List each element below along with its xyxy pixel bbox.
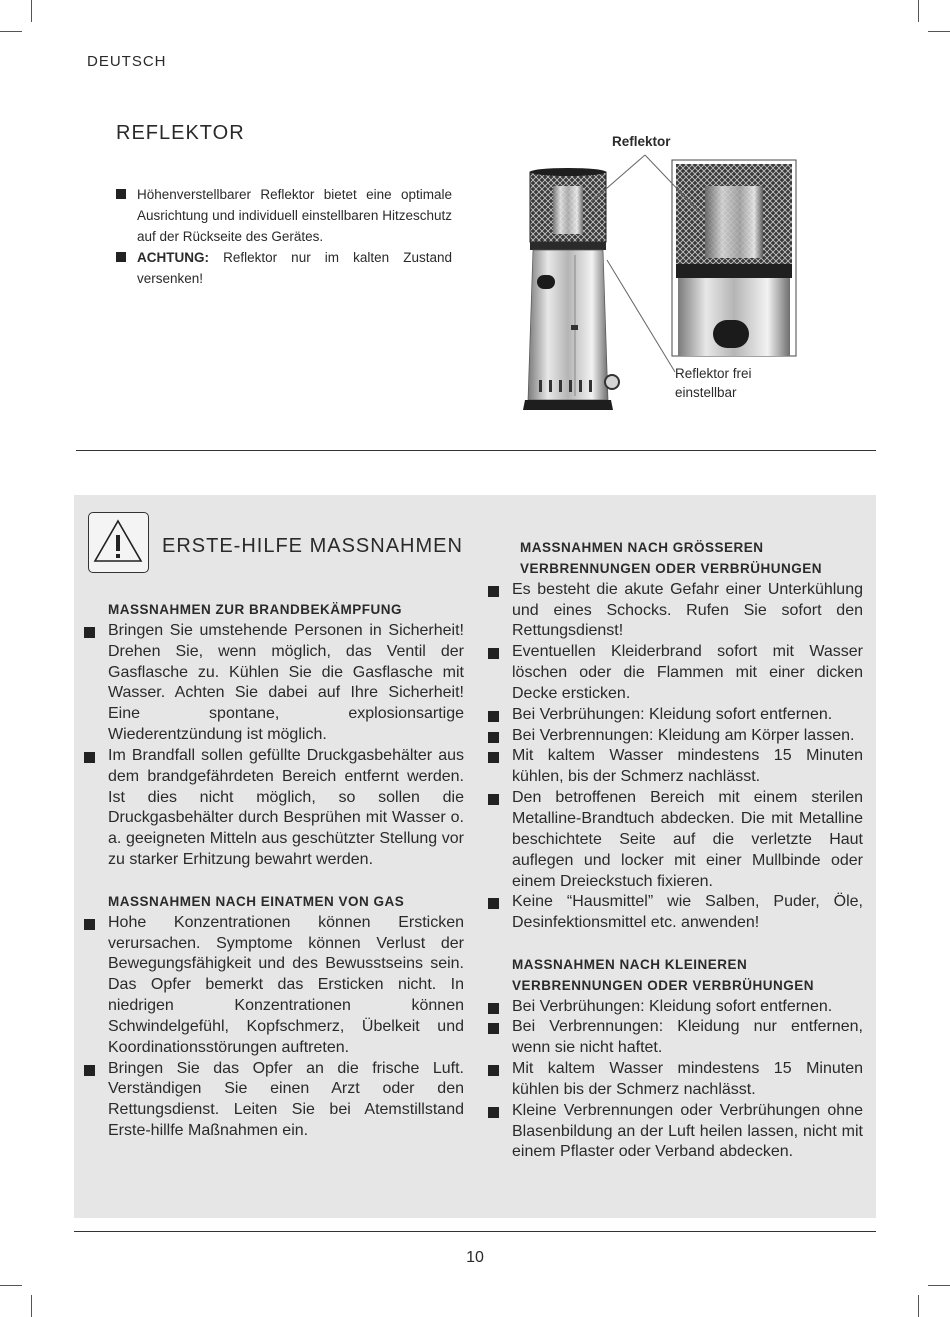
- list-item: Bei Verbrühungen: Kleidung sofort entfernen.: [488, 997, 863, 1018]
- reflektor-bullet-list: [116, 184, 452, 289]
- crop-mark: [928, 31, 950, 32]
- crop-mark: [918, 0, 919, 22]
- list-item: Keine “Hausmittel” wie Salben, Puder, Öle, Desinfektionsmittel etc. anwenden!: [488, 892, 863, 934]
- list-item: Hohe Konzentrationen können Ersticken verursachen. Symptome können Verlust der Bewegungsfähigkeit und des Bewusstseins sein. Das Opfer bemerkt das Ersticken nicht. In niedrigen Konzentrationen können Schwindelgefühl, Kopfschmerz, Übelkeit und Koordinationsstörungen auftreten.: [84, 913, 464, 1059]
- section-divider: [76, 450, 876, 451]
- gas-inhalation-heading: MASSNAHMEN NACH EINATMEN VON GAS: [108, 893, 405, 909]
- minor-burns-heading: [488, 955, 863, 997]
- heading-line: MASSNAHMEN NACH KLEINEREN: [512, 956, 748, 972]
- list-item: Eventuellen Kleiderbrand sofort mit Wasser löschen oder die Flammen mit einer dicken Decke ersticken.: [488, 642, 863, 705]
- crop-mark: [0, 1285, 22, 1286]
- heading-line: MASSNAHMEN NACH GRÖSSEREN: [520, 540, 764, 555]
- warning-label: ACHTUNG:: [137, 250, 209, 265]
- list-item: Kleine Verbrennungen oder Verbrühungen ohne Blasenbildung an der Luft heilen lassen, nicht mit einem Pflaster oder Verband abdecken.: [488, 1101, 863, 1164]
- reflektor-bullet-text: Höhenverstellbarer Reflektor bietet eine optimale Ausrichtung und individuell einstellbaren Hitzeschutz auf der Rückseite des Gerätes.: [137, 187, 452, 244]
- major-burns-list: [488, 580, 863, 934]
- page-number: 10: [466, 1249, 484, 1266]
- first-aid-right-column: [488, 538, 863, 1163]
- reflektor-title: REFLEKTOR: [116, 122, 245, 144]
- language-label: DEUTSCH: [87, 53, 167, 70]
- gas-inhalation-list: [84, 913, 464, 1142]
- list-item: Den betroffenen Bereich mit einem sterilen Metalline-Brandtuch abdecken. Die mit Metalline beschichtete Seite auf die verletzte Haut auflegen und locker mit einer Mullbinde oder einem Dreieckstuch fixieren.: [488, 788, 863, 892]
- minor-burns-list: [488, 997, 863, 1164]
- first-aid-left-column: [84, 600, 464, 1142]
- crop-mark: [31, 1295, 32, 1317]
- crop-mark: [31, 0, 32, 22]
- list-item: Bringen Sie das Opfer an die frische Luft. Verständigen Sie einen Arzt oder den Rettungsdienst. Leiten Sie bei Atemstillstand Erste-hillfe Maßnahmen ein.: [84, 1059, 464, 1142]
- label-line: einstellbar: [675, 385, 737, 400]
- reflektor-bullet-text: Reflektor nur im kalten Zustand versenken!: [137, 250, 452, 286]
- list-item: Im Brandfall sollen gefüllte Druckgasbehälter aus dem brandgefährdeten Bereich entfernt werden. Ist dies nicht möglich, so sollen die Druckgasbehälter durch Besprühen mit Wasser o. a. geeigneten Mitteln aus geschützter Stellung vor zu starker Erhitzung bewahrt werden.: [84, 746, 464, 871]
- crop-mark: [918, 1295, 919, 1317]
- list-item: Mit kaltem Wasser mindestens 15 Minuten kühlen, bis der Schmerz nachlässt.: [488, 746, 863, 788]
- list-item: [116, 184, 452, 247]
- warning-triangle-icon: [88, 512, 149, 573]
- list-item: Bei Verbrennungen: Kleidung nur entfernen, wenn sie nicht haftet.: [488, 1017, 863, 1059]
- fire-fighting-list: [84, 621, 464, 871]
- crop-mark: [0, 31, 22, 32]
- list-item: [116, 247, 452, 289]
- list-item: Bringen Sie umstehende Personen in Sicherheit! Drehen Sie, wenn möglich, das Ventil der Gasflasche zu. Kühlen Sie die Gasflasche mit Wasser. Achten Sie dabei auf Ihre Sicherheit! Eine spontane, explosionsartige Wiederentzündung ist möglich.: [84, 621, 464, 746]
- footer-divider: [74, 1231, 876, 1232]
- heading-line: VERBRENNUNGEN ODER VERBRÜHUNGEN: [520, 560, 823, 576]
- fire-fighting-heading: MASSNAHMEN ZUR BRANDBEKÄMPFUNG: [108, 602, 402, 617]
- list-item: Bei Verbrennungen: Kleidung am Körper lassen.: [488, 726, 863, 747]
- list-item: Bei Verbrühungen: Kleidung sofort entfernen.: [488, 705, 863, 726]
- patio-heater-illustration: [515, 150, 805, 420]
- label-line: Reflektor frei: [675, 366, 752, 381]
- reflektor-image-label: Reflektor: [612, 134, 671, 149]
- first-aid-title: ERSTE-HILFE MASSNAHMEN: [162, 535, 463, 557]
- crop-mark: [928, 1285, 950, 1286]
- heading-line: VERBRENNUNGEN ODER VERBRÜHUNGEN: [512, 977, 815, 993]
- list-item: Es besteht die akute Gefahr einer Unterkühlung und eines Schocks. Rufen Sie sofort den Rettungsdienst!: [488, 580, 863, 643]
- major-burns-heading: [488, 538, 863, 580]
- list-item: Mit kaltem Wasser mindestens 15 Minuten kühlen bis der Schmerz nachlässt.: [488, 1059, 863, 1101]
